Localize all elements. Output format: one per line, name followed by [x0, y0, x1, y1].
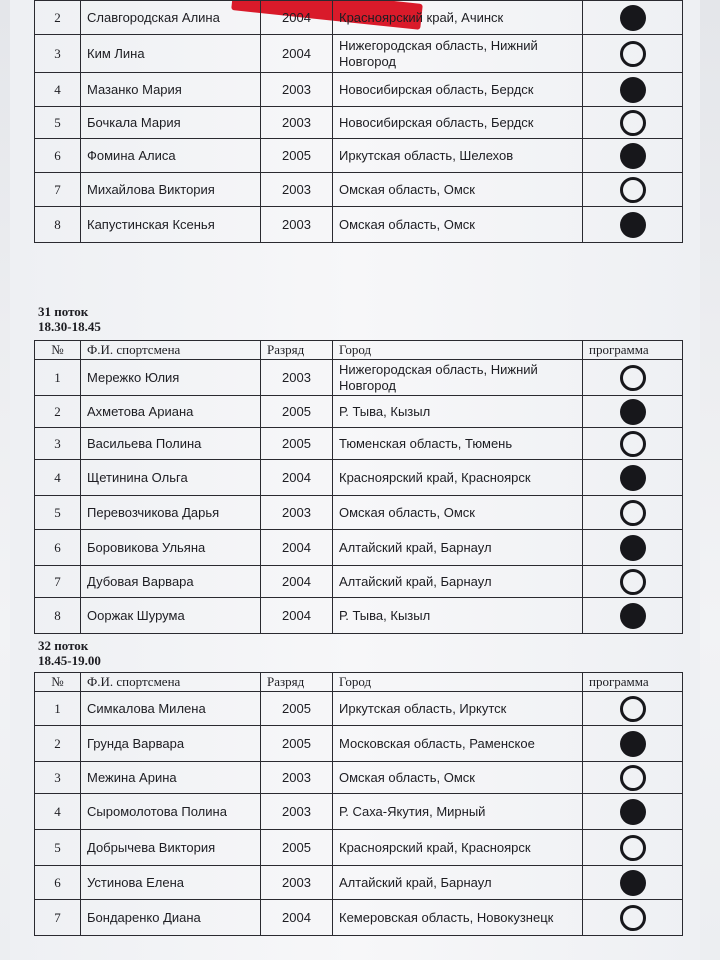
- rank-year: 2005: [261, 428, 333, 460]
- row-number: 3: [35, 35, 81, 73]
- athlete-name: Ооржак Шурума: [81, 598, 261, 634]
- program-empty-circle-icon: [620, 177, 646, 203]
- city: Московская область, Раменское: [333, 726, 583, 762]
- table-body: [35, 360, 683, 634]
- table-row: [35, 428, 683, 460]
- row-number: 5: [35, 496, 81, 530]
- table-row: [35, 726, 683, 762]
- row-number: 8: [35, 598, 81, 634]
- program-empty-circle-icon: [620, 569, 646, 595]
- athlete-name: Бочкала Мария: [81, 107, 261, 139]
- program-cell: [583, 207, 683, 243]
- program-filled-circle-icon: [620, 5, 646, 31]
- city: Р. Саха-Якутия, Мирный: [333, 794, 583, 830]
- city: Тюменская область, Тюмень: [333, 428, 583, 460]
- rank-year: 2003: [261, 360, 333, 396]
- city: Алтайский край, Барнаул: [333, 566, 583, 598]
- table-row: [35, 360, 683, 396]
- table-row: [35, 496, 683, 530]
- group-32-title: 32 поток: [38, 638, 89, 653]
- rank-year: 2004: [261, 1, 333, 35]
- row-number: 7: [35, 900, 81, 936]
- row-number: 5: [35, 107, 81, 139]
- table-row: [35, 1, 683, 35]
- athlete-name: Сыромолотова Полина: [81, 794, 261, 830]
- table-group-previous: [34, 0, 683, 243]
- row-number: 3: [35, 762, 81, 794]
- group-31-title: 31 поток: [38, 304, 89, 319]
- city: Иркутская область, Шелехов: [333, 139, 583, 173]
- table-row: [35, 173, 683, 207]
- athlete-name: Устинова Елена: [81, 866, 261, 900]
- rank-year: 2005: [261, 139, 333, 173]
- program-cell: [583, 396, 683, 428]
- group-32-heading: [38, 638, 101, 668]
- row-number: 4: [35, 460, 81, 496]
- row-number: 1: [35, 692, 81, 726]
- rank-year: 2003: [261, 794, 333, 830]
- program-empty-circle-icon: [620, 765, 646, 791]
- city: Кемеровская область, Новокузнецк: [333, 900, 583, 936]
- row-number: 8: [35, 207, 81, 243]
- program-cell: [583, 173, 683, 207]
- city: Нижегородская область, Нижний Новгород: [333, 360, 583, 396]
- rank-year: 2004: [261, 530, 333, 566]
- table-row: [35, 207, 683, 243]
- program-empty-circle-icon: [620, 500, 646, 526]
- rank-year: 2004: [261, 35, 333, 73]
- city: Красноярский край, Красноярск: [333, 460, 583, 496]
- table-row: [35, 73, 683, 107]
- program-cell: [583, 598, 683, 634]
- rank-year: 2005: [261, 830, 333, 866]
- rank-year: 2003: [261, 866, 333, 900]
- table-row: [35, 900, 683, 936]
- program-empty-circle-icon: [620, 905, 646, 931]
- row-number: 4: [35, 73, 81, 107]
- program-filled-circle-icon: [620, 731, 646, 757]
- program-cell: [583, 794, 683, 830]
- program-empty-circle-icon: [620, 431, 646, 457]
- table-group-31: [34, 340, 683, 634]
- row-number: 1: [35, 360, 81, 396]
- rank-year: 2005: [261, 396, 333, 428]
- program-cell: [583, 360, 683, 396]
- city: Алтайский край, Барнаул: [333, 866, 583, 900]
- program-filled-circle-icon: [620, 799, 646, 825]
- program-filled-circle-icon: [620, 143, 646, 169]
- program-cell: [583, 1, 683, 35]
- athlete-name: Фомина Алиса: [81, 139, 261, 173]
- athlete-name: Щетинина Ольга: [81, 460, 261, 496]
- program-cell: [583, 107, 683, 139]
- table-body: [35, 1, 683, 243]
- program-cell: [583, 428, 683, 460]
- rank-year: 2004: [261, 566, 333, 598]
- program-cell: [583, 692, 683, 726]
- row-number: 6: [35, 866, 81, 900]
- rank-year: 2004: [261, 598, 333, 634]
- program-empty-circle-icon: [620, 365, 646, 391]
- rank-year: 2003: [261, 107, 333, 139]
- table-row: [35, 598, 683, 634]
- program-cell: [583, 139, 683, 173]
- col-program-header: программа: [583, 673, 683, 692]
- table-row: [35, 762, 683, 794]
- row-number: 2: [35, 396, 81, 428]
- athlete-name: Перевозчикова Дарья: [81, 496, 261, 530]
- city: Новосибирская область, Бердск: [333, 107, 583, 139]
- col-num-header: №: [35, 341, 81, 360]
- athlete-name: Мазанко Мария: [81, 73, 261, 107]
- city: Новосибирская область, Бердск: [333, 73, 583, 107]
- header-row: [35, 341, 683, 360]
- table-header: [35, 341, 683, 360]
- city: Р. Тыва, Кызыл: [333, 598, 583, 634]
- athlete-name: Боровикова Ульяна: [81, 530, 261, 566]
- row-number: 5: [35, 830, 81, 866]
- athlete-name: Бондаренко Диана: [81, 900, 261, 936]
- row-number: 4: [35, 794, 81, 830]
- col-rank-header: Разряд: [261, 673, 333, 692]
- athlete-name: Добрычева Виктория: [81, 830, 261, 866]
- athlete-name: Мережко Юлия: [81, 360, 261, 396]
- rank-year: 2003: [261, 207, 333, 243]
- program-cell: [583, 566, 683, 598]
- col-program-header: программа: [583, 341, 683, 360]
- city: Омская область, Омск: [333, 207, 583, 243]
- rank-year: 2005: [261, 692, 333, 726]
- table-row: [35, 107, 683, 139]
- program-cell: [583, 35, 683, 73]
- program-filled-circle-icon: [620, 465, 646, 491]
- row-number: 2: [35, 726, 81, 762]
- table-row: [35, 692, 683, 726]
- rank-year: 2003: [261, 496, 333, 530]
- table-row: [35, 139, 683, 173]
- program-empty-circle-icon: [620, 41, 646, 67]
- program-cell: [583, 830, 683, 866]
- athlete-name: Симкалова Милена: [81, 692, 261, 726]
- rank-year: 2004: [261, 460, 333, 496]
- program-filled-circle-icon: [620, 212, 646, 238]
- table-row: [35, 866, 683, 900]
- athlete-name: Капустинская Ксенья: [81, 207, 261, 243]
- row-number: 2: [35, 1, 81, 35]
- program-filled-circle-icon: [620, 870, 646, 896]
- city: Красноярский край, Красноярск: [333, 830, 583, 866]
- city: Р. Тыва, Кызыл: [333, 396, 583, 428]
- group-32-time: 18.45-19.00: [38, 653, 101, 668]
- group-31-heading: [38, 304, 101, 334]
- table-body: [35, 692, 683, 936]
- program-cell: [583, 73, 683, 107]
- athlete-name: Грунда Варвара: [81, 726, 261, 762]
- col-name-header: Ф.И. спортсмена: [81, 673, 261, 692]
- row-number: 3: [35, 428, 81, 460]
- athlete-name: Межина Арина: [81, 762, 261, 794]
- col-num-header: №: [35, 673, 81, 692]
- program-cell: [583, 866, 683, 900]
- athlete-name: Славгородская Алина: [81, 1, 261, 35]
- athlete-name: Васильева Полина: [81, 428, 261, 460]
- table-row: [35, 530, 683, 566]
- row-number: 6: [35, 139, 81, 173]
- athlete-name: Дубовая Варвара: [81, 566, 261, 598]
- city: Иркутская область, Иркутск: [333, 692, 583, 726]
- rank-year: 2003: [261, 173, 333, 207]
- program-filled-circle-icon: [620, 535, 646, 561]
- program-cell: [583, 530, 683, 566]
- table-row: [35, 830, 683, 866]
- rank-year: 2004: [261, 900, 333, 936]
- group-31-time: 18.30-18.45: [38, 319, 101, 334]
- city: Алтайский край, Барнаул: [333, 530, 583, 566]
- table-row: [35, 460, 683, 496]
- table-row: [35, 35, 683, 73]
- program-filled-circle-icon: [620, 603, 646, 629]
- row-number: 7: [35, 173, 81, 207]
- col-city-header: Город: [333, 673, 583, 692]
- program-empty-circle-icon: [620, 835, 646, 861]
- program-cell: [583, 900, 683, 936]
- row-number: 7: [35, 566, 81, 598]
- athlete-name: Ахметова Ариана: [81, 396, 261, 428]
- rank-year: 2003: [261, 762, 333, 794]
- col-name-header: Ф.И. спортсмена: [81, 341, 261, 360]
- city: Красноярский край, Ачинск: [333, 1, 583, 35]
- table-group-32: [34, 672, 683, 936]
- program-cell: [583, 762, 683, 794]
- col-city-header: Город: [333, 341, 583, 360]
- row-number: 6: [35, 530, 81, 566]
- program-cell: [583, 460, 683, 496]
- athlete-name: Михайлова Виктория: [81, 173, 261, 207]
- city: Нижегородская область, Нижний Новгород: [333, 35, 583, 73]
- athlete-name: Ким Лина: [81, 35, 261, 73]
- city: Омская область, Омск: [333, 762, 583, 794]
- table-row: [35, 396, 683, 428]
- city: Омская область, Омск: [333, 173, 583, 207]
- program-filled-circle-icon: [620, 399, 646, 425]
- header-row: [35, 673, 683, 692]
- program-filled-circle-icon: [620, 77, 646, 103]
- table-header: [35, 673, 683, 692]
- col-rank-header: Разряд: [261, 341, 333, 360]
- rank-year: 2005: [261, 726, 333, 762]
- program-empty-circle-icon: [620, 696, 646, 722]
- program-cell: [583, 726, 683, 762]
- program-empty-circle-icon: [620, 110, 646, 136]
- table-row: [35, 794, 683, 830]
- city: Омская область, Омск: [333, 496, 583, 530]
- table-row: [35, 566, 683, 598]
- program-cell: [583, 496, 683, 530]
- rank-year: 2003: [261, 73, 333, 107]
